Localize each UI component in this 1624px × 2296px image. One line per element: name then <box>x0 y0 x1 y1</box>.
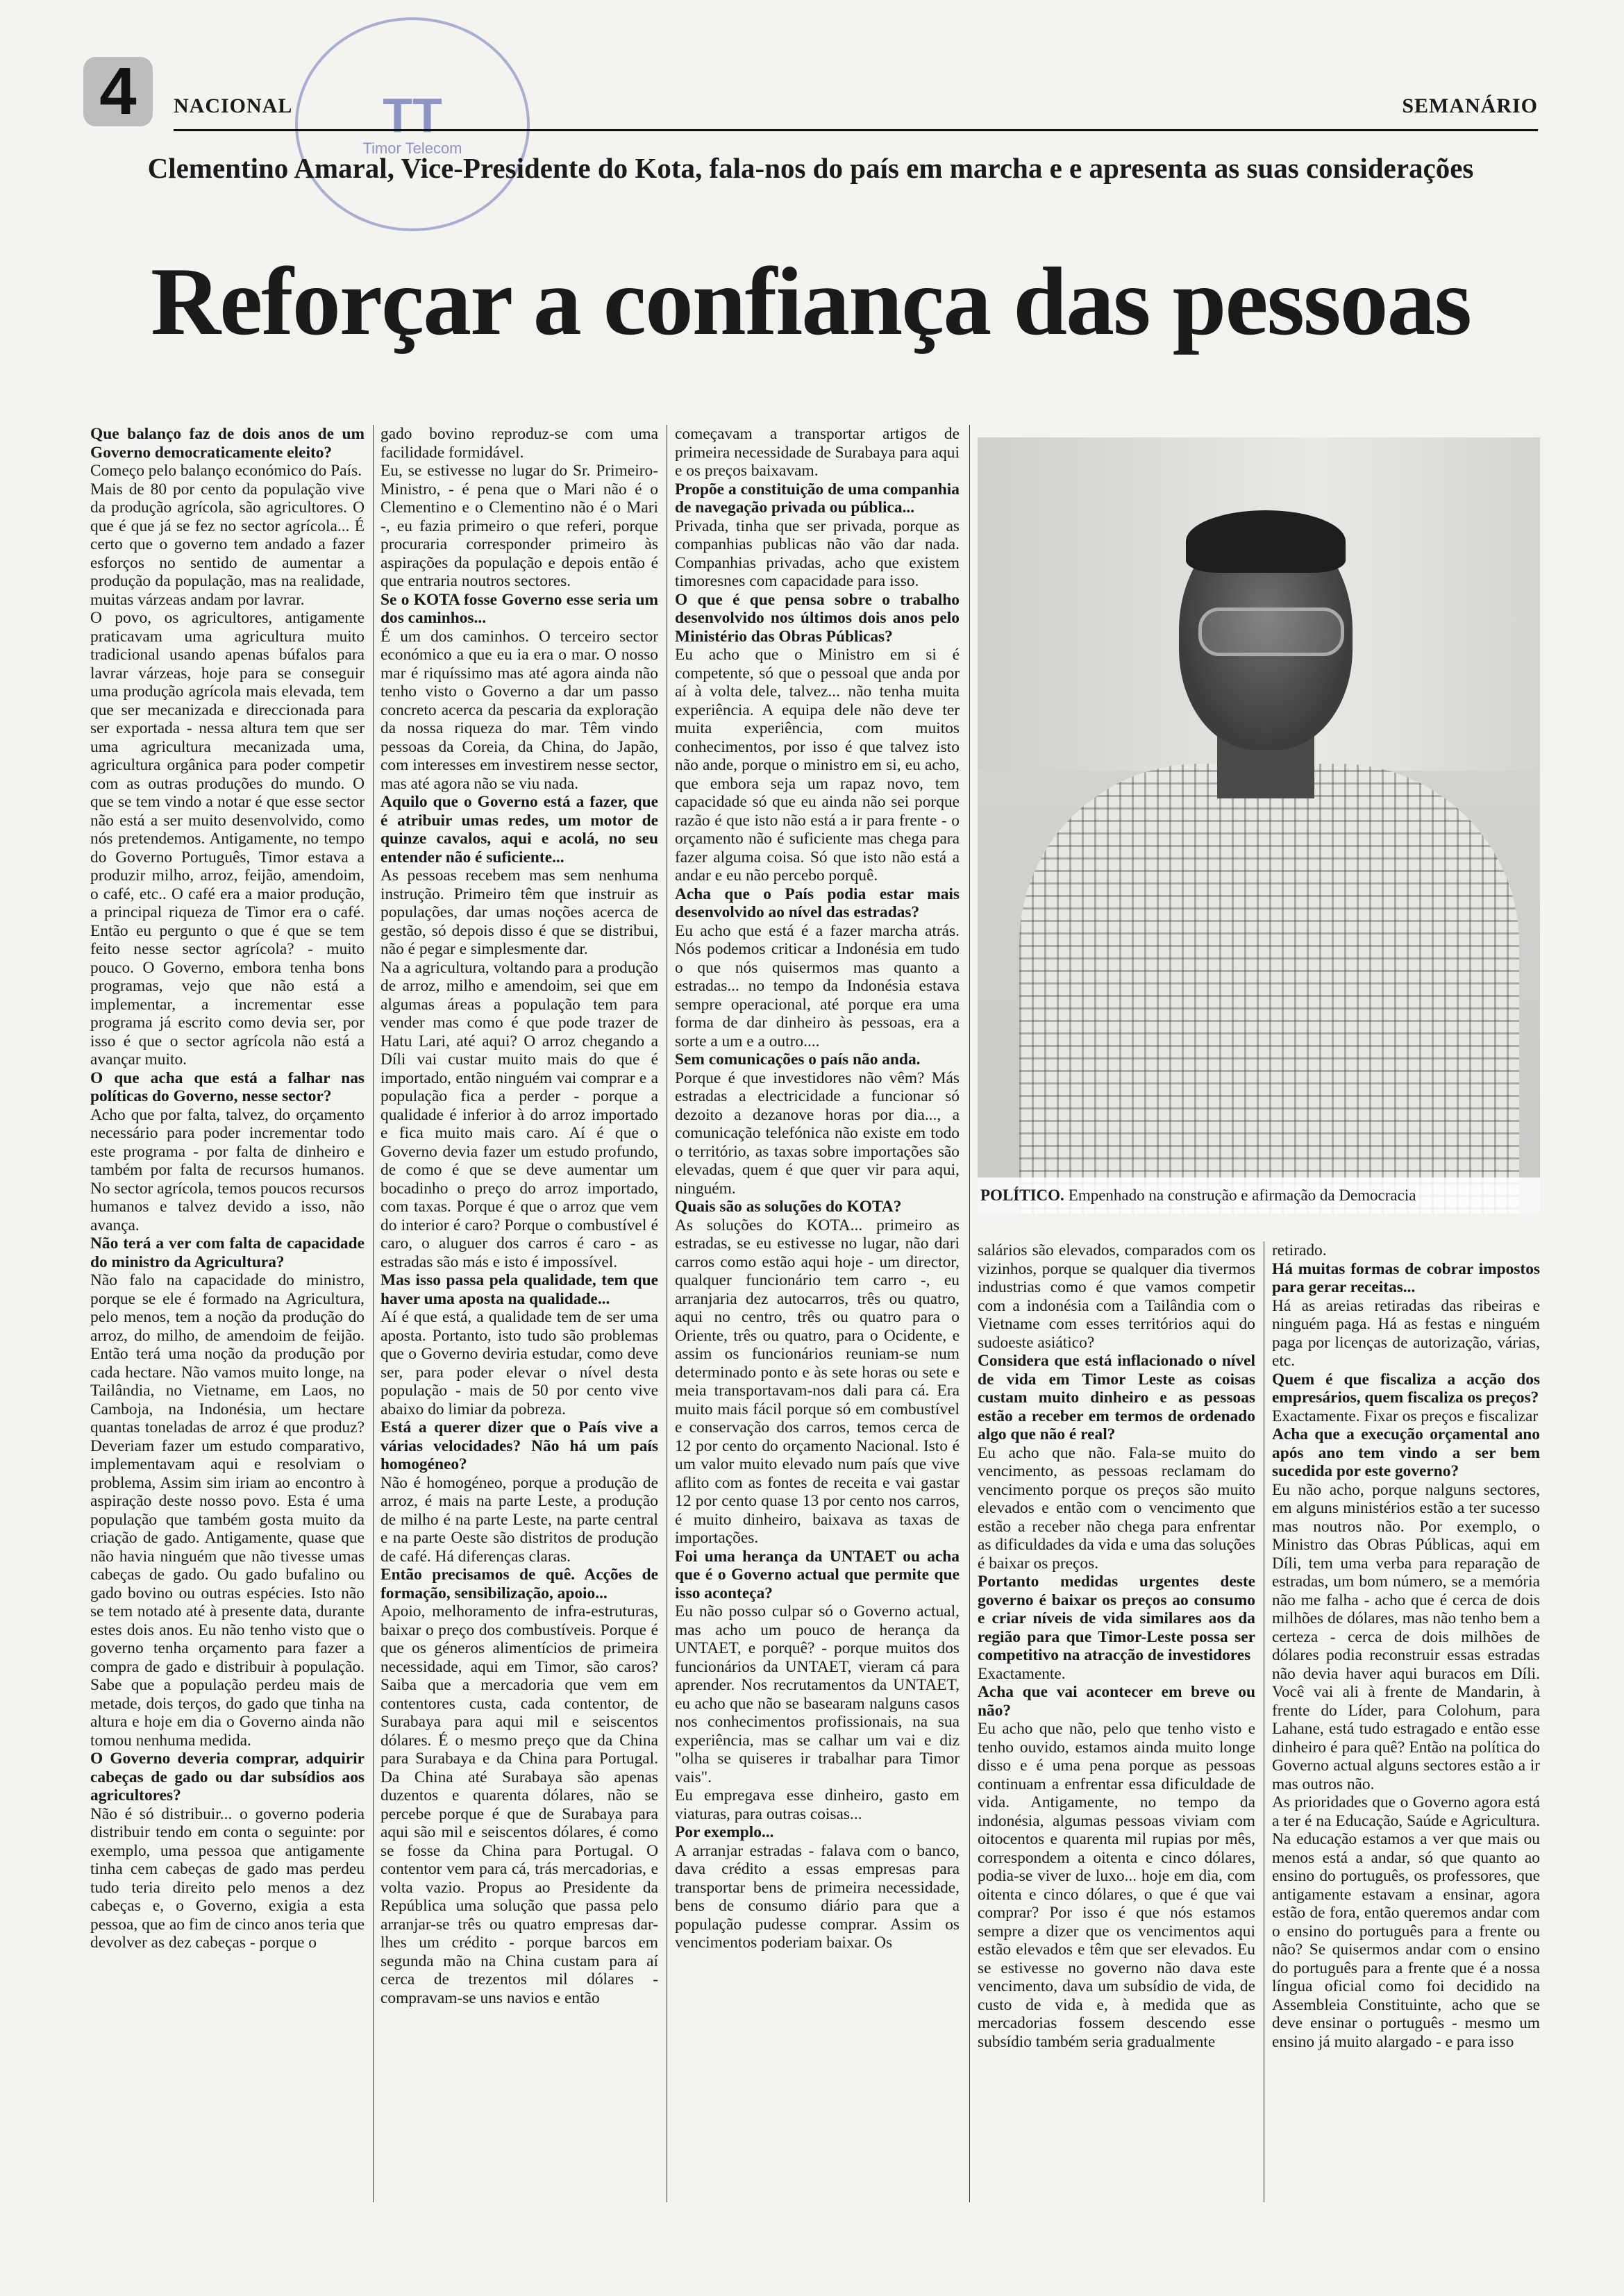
interview-answer: É um dos caminhos. O terceiro sector económico a que eu ia era o mar. O nosso mar é riquíssimo mas até agora ainda não tenho visto o Governo a dar um passo concreto acerca da pescaria da exploração da nossa riqueza do mar. Têm vindo pessoas da Coreia, da China, do Japão, com interesses em investirem nesse sector, mas até agora não se viu nada. <box>380 627 658 793</box>
interview-answer: Exactamente. <box>978 1664 1066 1683</box>
interview-question: Se o KOTA fosse Governo esse seria um dos caminhos... <box>380 590 658 627</box>
section-name: NACIONAL <box>174 94 293 117</box>
interview-answer: Eu acho que o Ministro em si é competente, só que o pessoal que anda por aí à volta dele, talvez... não tenha muita experiência. A equipa dele não deve ter muita experiência, com muitos conhecimentos, por isso é que talvez isto não ande, porque o ministro em si, eu acho, que embora seja um rapaz novo, tem capacidade só que eu ainda não sei porque razão é que isto não está a ir para frente - o orçamento não é suficiente mas chega para fazer alguma coisa. Só que isto não está a andar e eu não percebo porquê. <box>675 646 960 885</box>
interview-question: Por exemplo... <box>675 1823 774 1841</box>
interview-answer: Eu, se estivesse no lugar do Sr. Primeiro-Ministro, - é pena que o Mari não é o Clementino e o Clementino não é o Mari -, eu fazia primeiro o que referi, porque procuraria corresponder primeiro às aspirações da população e depois então é que entraria noutros sectores. <box>380 462 658 590</box>
interview-question: Propõe a constituição de uma companhia de navegação privada ou pública... <box>675 480 960 517</box>
interview-answer: gado bovino reproduz-se com uma facilidade formidável. <box>380 425 658 462</box>
interview-question: Foi uma herança da UNTAET ou acha que é o Governo actual que permite que isso aconteça? <box>675 1547 960 1602</box>
interview-answer: Não é homogéneo, porque a produção de arroz, é mais na parte Leste, a produção de milho é na parte Leste, na parte central e na parte Oeste são distritos de produção de café. Há diferenças claras. <box>380 1473 658 1566</box>
photo-checkered-shirt <box>1019 764 1519 1214</box>
article-column-2 <box>380 425 658 2202</box>
interview-answer: O povo, os agricultores, antigamente praticavam uma agricultura muito tradicional usando apenas búfalos para lavrar várzeas, hoje para se conseguir uma produção agrícola mais elevada, tem que ser mecanizada e direccionada para ser exportada - nessa altura tem que ser uma agricultura mecanizada uma, agricultura orgânica para poder competir com as outras produções do mundo. O que se tem vindo a notar é que esse sector não está a ser muito desenvolvido, como nós pretendemos. Antigamente, no tempo do Governo Português, Timor estava a produzir milho, arroz, feijão, amendoim, o café, etc.. O café era a maior produção, a principal riqueza de Timor era o café. Então eu pergunto o que é que se tem feito nesse sector agrícola? - muito pouco. O Governo, embora tenha bons programas, vejo que não está a implementar, a incrementar esse programa já escrito como devia ser, por isso é que o sector agrícola não está a avançar muito. <box>90 609 365 1069</box>
interview-answer: Não falo na capacidade do ministro, porque se ele é formado na Agricultura, pelo menos, tem a noção da produção do arroz, do milho, de amendoim de feijão. Então terá uma noção da produção por cada hectare. Não vamos muito longe, na Tailândia, no Vietname, em Laos, no Camboja, na Indonésia, um hectare quantas toneladas de arroz é que produz? Deveriam fazer um estudo comparativo, implementavam aqui e resolviam o problema, Assim sim iriam ao encontro à aspiração deste nosso povo. Esta é uma população que também gosta muito da criação de gado. Antigamente, quase que não havia ninguém que não tivesse umas cabeças de gado. Ou gado bufalino ou gado bovino ou outras espécies. Isto não se tem notado até à presente data, durante estes dois anos. Eu não tenho visto que o governo tenha orçamento para fazer a compra de gado e distribuir à população. Sabe que a população perdeu mais de metade, dois terços, do gado que tinha na altura e hoje em dia o Governo ainda não tomou nenhuma medida. <box>90 1271 365 1750</box>
interview-question: Sem comunicações o país não anda. <box>675 1050 921 1069</box>
page-number: 4 <box>83 57 153 126</box>
interview-answer: As prioridades que o Governo agora está a ter é na Educação, Saúde e Agricultura. Na educação estamos a ver que mais ou menos está a andar, só que quanto ao ensino do português, os professores, que antigamente estavam a ensinar, agora estão de fora, então queremos andar com o ensino do português para a frente ou não? Se quisermos andar com o ensino do português para a frente que é a nossa língua oficial como foi decidido na Assembleia Constituinte, acho que se deve ensinar o português - mesmo um ensino já muito alargado - e para isso <box>1272 1793 1540 2051</box>
interview-answer: Eu não posso culpar só o Governo actual, mas acho um pouco de herança da UNTAET, e porquê? - porque muitos dos funcionários da UNTAET, vieram cá para aprender. Nos recrutamentos da UNTAET, eu acho que não se basearam nalguns casos nos conhecimentos profissionais, na sua experiência, mas se calhar um vai e diz "olha se quiseres ir trabalhar para Timor vais". <box>675 1602 960 1786</box>
interview-question: Quais são as soluções do KOTA? <box>675 1198 902 1216</box>
interview-answer: Há as areias retiradas das ribeiras e ninguém paga. Há as festas e ninguém paga por licenças de autorização, várias, etc. <box>1272 1296 1540 1370</box>
interview-question: Acha que o País podia estar mais desenvolvido ao nível das estradas? <box>675 885 960 921</box>
interview-answer: Eu empregava esse dinheiro, gasto em viaturas, para outras coisas... <box>675 1786 960 1823</box>
interview-question: Está a querer dizer que o País vive a várias velocidades? Não há um país homogéneo? <box>380 1418 658 1473</box>
interview-answer: As soluções do KOTA... primeiro as estradas, se eu estivesse no lugar, não dari carros como estão aqui hoje - um director, qualquer funcionário tem carro -, eu arranjaria dez autocarros, três ou quatro, aqui no centro, três ou quatro para o Oriente, três ou quatro, para o Ocidente, e assim os funcionários reuniam-se num determinado ponto e às sete horas ou sete e meia transportavam-nos dali para cá. Era muito mais fácil porque só em combustível e conservação dos carros, temos cerca de 12 por cento do orçamento Nacional. Isto é um valor muito elevado num país que vive aflito com as fontes de receita e vai gastar 12 por cento quase 13 por cento nos carros, é muito dinheiro, baixava as taxas de importações. <box>675 1216 960 1547</box>
interview-answer: A arranjar estradas - falava com o banco, dava crédito a essas empresas para transportar bens de primeira necessidade, bens de consumo diário para que a população pudesse comprar. Assim os vencimentos poderiam baixar. Os <box>675 1841 960 1952</box>
interview-question: Não terá a ver com falta de capacidade do ministro da Agricultura? <box>90 1234 365 1271</box>
interview-question: Portanto medidas urgentes deste governo é baixar os preços ao consumo e criar níveis de vida similares aos da região para que Timor-Leste possa ser competitivo na atracção de investidores <box>978 1573 1255 1664</box>
interview-question: Então precisamos de quê. Acções de formação, sensibilização, apoio... <box>380 1566 658 1602</box>
interview-answer: Exactamente. Fixar os preços e fiscalizar <box>1272 1407 1539 1425</box>
interview-question: O que é que pensa sobre o trabalho desenvolvido nos últimos dois anos pelo Ministério das Obras Públicas? <box>675 590 960 646</box>
article-column-5 <box>1272 1241 1540 2202</box>
photo-caption <box>978 1178 1540 1214</box>
interview-answer: Acho que por falta, talvez, do orçamento necessário para poder incrementar todo este programa - por falta de dinheiro e também por falta de recursos humanos. No sector agrícola, temos poucos recursos humanos e talvez devido a isso, não avança. <box>90 1105 365 1234</box>
interview-question: Acha que vai acontecer em breve ou não? <box>978 1683 1255 1720</box>
article-headline: Reforçar a confiança das pessoas <box>150 248 1471 355</box>
interview-answer: As pessoas recebem mas sem nenhuma instrução. Primeiro têm que instruir as populações, dar umas noções acerca de gestão, só depois disso é que se distribui, não é pegar e simplesmente dar. <box>380 866 658 958</box>
interview-question: Aquilo que o Governo está a fazer, que é atribuir umas redes, um motor de quinze cavalos, aqui e acolá, no seu entender não é suficiente... <box>380 793 658 866</box>
interview-question: Há muitas formas de cobrar impostos para gerar receitas... <box>1272 1259 1540 1296</box>
article-column-1 <box>90 425 365 2202</box>
photo-hair <box>1186 510 1346 573</box>
photo-caption-label: POLÍTICO. <box>980 1187 1064 1204</box>
photo-glasses <box>1198 607 1344 656</box>
photo-caption-text: Empenhado na construção e afirmação da Democracia <box>1068 1187 1416 1204</box>
interview-answer: Eu acho que está é a fazer marcha atrás. Nós podemos criticar a Indonésia em tudo o que nós quisermos mas quanto a estradas... no tempo da Indonésia estava sempre operacional, até porque era uma forma de dar dinheiro às pessoas, era a sorte a um e a outro.... <box>675 921 960 1050</box>
column-divider <box>969 425 970 2202</box>
interview-question: Mas isso passa pela qualidade, tem que haver uma aposta na qualidade... <box>380 1271 658 1308</box>
interview-answer: retirado. <box>1272 1241 1327 1259</box>
column-divider <box>373 425 374 2202</box>
interview-question: Que balanço faz de dois anos de um Governo democraticamente eleito? <box>90 425 365 462</box>
stamp-text: Timor Telecom <box>362 140 462 157</box>
interview-answer: Apoio, melhoramento de infra-estruturas, baixar o preço dos combustíveis. Porque é que os géneros alimentícios de primeira necessidade, aqui em Timor, são caros? Saiba que a mercadoria que vem em contentores custa, cada contentor, de Surabaya para aqui mil e seiscentos dólares. É o mesmo preço que da China para Surabaya e da China para Portugal. Da China até Surabaya são apenas duzentos e quarenta dólares, não se percebe porque é que de Surabaya para aqui são mil e seiscentos dólares, é como se fosse da China para Portugal. O contentor vem para cá, trás mercadorias, e volta vazio. Propus ao Presidente da República uma solução que passa pelo arranjar-se três ou quatro empresas dar-lhes um crédito - porque barcos em segunda mão na China custam para aí cerca de trezentos mil dólares - compravam-se uns navios e então <box>380 1602 658 2007</box>
interview-answer: Na a agricultura, voltando para a produção de arroz, milho e amendoim, sei que em algumas áreas a população tem para vender mas como é que pode trazer de Hatu Lari, até aqui? O arroz chegando a Díli vai custar muito mais do que é importado, então ninguém vai comprar e a população fica a perder - porque a qualidade é inferior à do arroz importado e fica muito mais caro. Aí é que o Governo devia fazer um estudo profundo, de como é que se deve aumentar um bocadinho o preço do arroz importado, com taxas. Porque é que o arroz que vem do interior é caro? Porque o combustível é caro, o aluguer dos carros é caro - as estradas são más e isto é impossível. <box>380 958 658 1271</box>
interview-question: Acha que a execução orçamental ano após ano tem vindo a ser bem sucedida por este governo? <box>1272 1425 1540 1480</box>
article-column-4 <box>978 1241 1255 2202</box>
telecom-stamp <box>295 17 530 231</box>
header-rule <box>174 129 1538 131</box>
interview-answer: Eu não acho, porque nalguns sectores, em alguns ministérios estão a ter sucesso mas noutros não. Por exemplo, o Ministro das Obras Públicas, aqui em Díli, tem uma verba para reparação de estradas, um bom número, se a memória não me falha - acho que é cerca de dois milhões de dólares, mas não tenho bem a certeza - cerca de dois milhões de dólares podia reconstruir essas estradas não devia haver aqui buracos em Díli. Você vai ali à frente de Mandarin, à frente do Líder, para Colohum, para Lahane, está tudo estragado e então esse dinheiro é para quê? Então na política do Governo actual alguns sectores estão a ir mas outros não. <box>1272 1480 1540 1793</box>
interview-answer: Porque é que investidores não vêm? Más estradas a electricidade a funcionar só dezoito a dezanove horas por dia..., a comunicação telefónica não existe em todo o território, as taxas sobre importações são elevadas, quem é que quer vir para aqui, ninguém. <box>675 1069 960 1198</box>
interview-answer: começavam a transportar artigos de primeira necessidade de Surabaya para aqui e os preços baixavam. <box>675 425 960 480</box>
interview-answer: salários são elevados, comparados com os vizinhos, porque se qualquer dia tivermos industrias como é que vamos competir com a indonésia com a Tailândia com o Vietname com esses territórios aqui do sudoeste asiático? <box>978 1241 1255 1352</box>
interview-answer: Eu acho que não. Fala-se muito do vencimento, as pessoas reclamam do vencimento porque os preços são muito elevados e então com o vencimento que estão a receber não chega para enfrentar as dificuldades da vida e uma das soluções é baixar os preços. <box>978 1443 1255 1573</box>
interview-answer: Não é só distribuir... o governo poderia distribuir tendo em conta o seguinte: por exemplo, uma pessoa que antigamente tinha cem cabeças de gado mas perdeu tudo teria direito pelo menos a dez cabeças e, o Governo, exigia a esta pessoa, que ao fim de cinco anos teria que devolver as dez cabeças - porque o <box>90 1804 365 1952</box>
interview-answer: Começo pelo balanço económico do País. <box>90 462 362 480</box>
publication-name: SEMANÁRIO <box>1402 94 1538 117</box>
interview-question: Quem é que fiscaliza a acção dos empresários, quem fiscaliza os preços? <box>1272 1370 1540 1407</box>
article-column-3 <box>675 425 960 2202</box>
interview-answer: Privada, tinha que ser privada, porque as companhias publicas não vão dar nada. Companhias privadas, acho que existem timoresnes com capacidade para isso. <box>675 517 960 590</box>
interview-answer: Mais de 80 por cento da população vive da produção agrícola, são agricultores. O que é que já se fez no sector agrícola... É certo que o governo tem andado a fazer esforços no sentido de aumentar a produção da população, mas na realidade, muitas várzeas andam por lavrar. <box>90 480 365 609</box>
article-photo <box>978 437 1540 1214</box>
interview-answer: Aí é que está, a qualidade tem de ser uma aposta. Portanto, isto tudo são problemas que o Governo deviria estudar, como deve ser, para poder elevar o nível desta população - mais de 50 por cento vive abaixo do limiar da pobreza. <box>380 1308 658 1418</box>
interview-question: O Governo deveria comprar, adquirir cabeças de gado ou dar subsídios aos agricultores? <box>90 1750 365 1804</box>
interview-question: Considera que está inflacionado o nível de vida em Timor Leste as coisas custam muito dinheiro e as pessoas estão a receber em termos de ordenado algo que não é real? <box>978 1352 1255 1443</box>
interview-question: O que acha que está a falhar nas políticas do Governo, nesse sector? <box>90 1069 365 1105</box>
interview-answer: Eu acho que não, pelo que tenho visto e tenho ouvido, estamos ainda muito longe disso e é uma pena porque as pessoas continuam a enfrentar essa dificuldade de vida. Antigamente, no tempo da indonésia, algumas pessoas viviam com oitocentos e quarenta mil rupias por mês, correspondem a oitenta e cinco dólares, podia-se viver de luxo... hoje em dia, com oitenta e cinco dólares, o que é que vai comprar? Por isso é que nós estamos sempre a dizer que os vencimentos aqui estão elevados e têm que ser elevados. Eu se estivesse no governo não dava este vencimento, dava um subsídio de vida, de custo de vida e, à medida que as mercadorias fossem descendo esse subsídio também seria gradualmente <box>978 1720 1255 2051</box>
stamp-logo-icon: TT <box>383 88 442 142</box>
article-kicker: Clementino Amaral, Vice-Presidente do Kota, fala-nos do país em marcha e e apresenta as suas considerações <box>147 152 1474 184</box>
